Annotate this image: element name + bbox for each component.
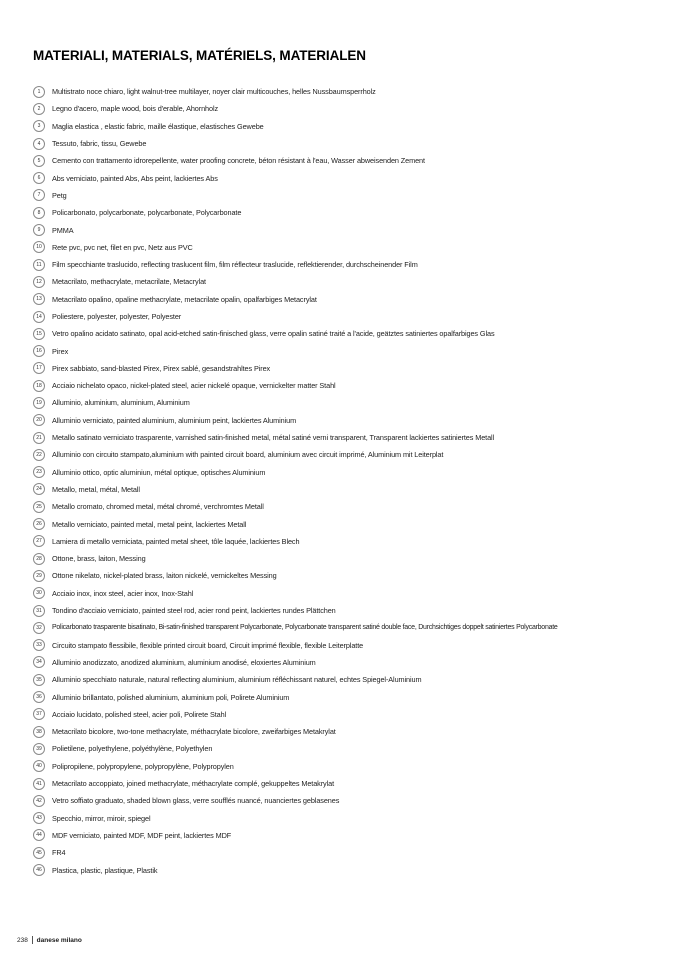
material-number-badge: 35 xyxy=(33,674,45,686)
material-number-badge: 15 xyxy=(33,328,45,340)
material-item xyxy=(33,308,558,325)
material-number-badge: 24 xyxy=(33,483,45,495)
material-description: Alluminio anodizzato, anodized aluminium, aluminium anodisé, eloxiertes Aluminium xyxy=(52,657,316,667)
material-item xyxy=(33,394,558,411)
material-description: Metacrilato bicolore, two-tone methacrylate, méthacrylate bicolore, zweifarbiges Metakrylat xyxy=(52,727,336,737)
material-description: Acciaio lucidato, polished steel, acier poli, Polirete Stahl xyxy=(52,709,227,719)
material-description: Metallo satinato verniciato trasparente, varnished satin-finished metal, métal satiné verni transparent, Transparent lackiertes satiniertes Metall xyxy=(52,433,495,443)
page-title: MATERIALI, MATERIALS, MATÉRIELS, MATERIALEN xyxy=(33,48,366,63)
material-item xyxy=(33,446,558,463)
material-item xyxy=(33,550,558,567)
material-description: Alluminio con circuito stampato,aluminium with painted circuit board, aluminium avec circuit imprimé, Aluminium mit Leiterplat xyxy=(52,450,444,460)
material-number-badge: 31 xyxy=(33,605,45,617)
page-footer xyxy=(17,936,82,944)
material-item xyxy=(33,273,558,290)
material-item xyxy=(33,861,558,878)
page-number: 238 xyxy=(17,936,28,944)
material-item xyxy=(33,688,558,705)
material-item xyxy=(33,809,558,826)
material-description: Metallo, metal, métal, Metall xyxy=(52,484,140,494)
material-number-badge: 23 xyxy=(33,466,45,478)
material-number-badge: 17 xyxy=(33,362,45,374)
material-item xyxy=(33,464,558,481)
material-description: Alluminio specchiato naturale, natural reflecting aluminium, aluminium réfléchissant naturel, echtes Spiegel-Aluminium xyxy=(52,675,422,685)
material-description: Maglia elastica , elastic fabric, maille élastique, elastisches Gewebe xyxy=(52,121,264,131)
material-number-badge: 19 xyxy=(33,397,45,409)
material-description: Ottone nikelato, nickel-plated brass, laiton nickelé, vernickeltes Messing xyxy=(52,571,277,581)
material-description: FR4 xyxy=(52,848,66,858)
material-description: Circuito stampato flessibile, flexible printed circuit board, Circuit imprimé flexible, flexible Leiterplatte xyxy=(52,640,364,650)
material-item xyxy=(33,671,558,688)
material-number-badge: 12 xyxy=(33,276,45,288)
material-item xyxy=(33,256,558,273)
material-number-badge: 11 xyxy=(33,259,45,271)
material-description: Vetro soffiato graduato, shaded blown glass, verre soufflés nuancé, nuanciertes geblasenes xyxy=(52,796,340,806)
material-number-badge: 38 xyxy=(33,726,45,738)
material-description: Alluminio brillantato, polished aluminium, aluminium poli, Polirete Aluminium xyxy=(52,692,290,702)
material-number-badge: 5 xyxy=(33,155,45,167)
material-number-badge: 8 xyxy=(33,207,45,219)
material-item xyxy=(33,758,558,775)
material-item xyxy=(33,152,558,169)
material-description: Rete pvc, pvc net, filet en pvc, Netz aus PVC xyxy=(52,242,193,252)
material-description: MDF verniciato, painted MDF, MDF peint, lackiertes MDF xyxy=(52,830,232,840)
material-description: Pirex sabbiato, sand-blasted Pirex, Pirex sablé, gesandstrahltes Pirex xyxy=(52,363,271,373)
material-number-badge: 45 xyxy=(33,847,45,859)
material-number-badge: 20 xyxy=(33,414,45,426)
material-description: Petg xyxy=(52,190,67,200)
material-number-badge: 16 xyxy=(33,345,45,357)
material-description: Polipropilene, polypropylene, polypropylène, Polypropylen xyxy=(52,761,234,771)
material-item xyxy=(33,844,558,861)
material-item xyxy=(33,342,558,359)
material-item xyxy=(33,221,558,238)
material-number-badge: 29 xyxy=(33,570,45,582)
material-number-badge: 3 xyxy=(33,120,45,132)
material-item xyxy=(33,135,558,152)
material-number-badge: 37 xyxy=(33,708,45,720)
material-number-badge: 14 xyxy=(33,311,45,323)
material-description: Ottone, brass, laiton, Messing xyxy=(52,554,146,564)
material-description: Specchio, mirror, miroir, spiegel xyxy=(52,813,151,823)
material-item xyxy=(33,585,558,602)
material-number-badge: 26 xyxy=(33,518,45,530)
material-description: Legno d'acero, maple wood, bois d'erable, Ahornholz xyxy=(52,104,219,114)
material-number-badge: 46 xyxy=(33,864,45,876)
material-item xyxy=(33,619,558,636)
material-number-badge: 10 xyxy=(33,241,45,253)
material-item xyxy=(33,429,558,446)
material-description: Metallo cromato, chromed metal, métal chromé, verchromtes Metall xyxy=(52,502,264,512)
material-number-badge: 6 xyxy=(33,172,45,184)
material-description: Acciaio inox, inox steel, acier inox, Inox-Stahl xyxy=(52,588,194,598)
material-number-badge: 33 xyxy=(33,639,45,651)
material-item xyxy=(33,377,558,394)
material-number-badge: 43 xyxy=(33,812,45,824)
material-number-badge: 34 xyxy=(33,656,45,668)
material-description: Film specchiante traslucido, reflecting traslucent film, film réflecteur traslucide, reflektierender, durchscheinender Film xyxy=(52,260,418,270)
material-item xyxy=(33,239,558,256)
material-item xyxy=(33,204,558,221)
material-number-badge: 9 xyxy=(33,224,45,236)
material-description: Tondino d'acciaio verniciato, painted steel rod, acier rond peint, lackiertes rundes Plättchen xyxy=(52,606,336,616)
material-item xyxy=(33,412,558,429)
brand-name: danese milano xyxy=(36,936,82,944)
material-item xyxy=(33,792,558,809)
material-item xyxy=(33,827,558,844)
material-description: Metacrilato, methacrylate, metacrilate, Metacrylat xyxy=(52,277,206,287)
material-description: Vetro opalino acidato satinato, opal acid-etched satin-finisched glass, verre opalin satiné traité a l'acide, geätztes satiniertes opalfarbiges Glas xyxy=(52,329,495,339)
material-item xyxy=(33,83,558,100)
material-description: Abs verniciato, painted Abs, Abs peint, lackiertes Abs xyxy=(52,173,218,183)
material-description: Multistrato noce chiaro, light walnut-tree multilayer, noyer clair multicouches, helles Nussbaumsperrholz xyxy=(52,87,376,97)
material-number-badge: 39 xyxy=(33,743,45,755)
material-number-badge: 13 xyxy=(33,293,45,305)
material-description: Acciaio nichelato opaco, nickel-plated steel, acier nickelé opaque, vernickelter matter Stahl xyxy=(52,381,336,391)
material-number-badge: 25 xyxy=(33,501,45,513)
material-number-badge: 32 xyxy=(33,622,45,634)
material-number-badge: 42 xyxy=(33,795,45,807)
material-item xyxy=(33,654,558,671)
material-item xyxy=(33,567,558,584)
material-number-badge: 1 xyxy=(33,86,45,98)
material-description: PMMA xyxy=(52,225,74,235)
material-item xyxy=(33,533,558,550)
material-description: Plastica, plastic, plastique, Plastik xyxy=(52,865,158,875)
material-item xyxy=(33,360,558,377)
material-item xyxy=(33,118,558,135)
material-item xyxy=(33,602,558,619)
material-number-badge: 41 xyxy=(33,778,45,790)
material-item xyxy=(33,481,558,498)
material-number-badge: 40 xyxy=(33,760,45,772)
material-item xyxy=(33,325,558,342)
material-item xyxy=(33,100,558,117)
material-item xyxy=(33,775,558,792)
material-item xyxy=(33,723,558,740)
material-item xyxy=(33,706,558,723)
material-number-badge: 27 xyxy=(33,535,45,547)
material-item xyxy=(33,169,558,186)
material-number-badge: 44 xyxy=(33,829,45,841)
material-description: Tessuto, fabric, tissu, Gewebe xyxy=(52,139,147,149)
material-description: Metacrilato accoppiato, joined methacrylate, méthacrylate complé, gekuppeltes Metakrylat xyxy=(52,779,335,789)
material-description: Poliestere, polyester, polyester, Polyester xyxy=(52,312,182,321)
material-number-badge: 7 xyxy=(33,189,45,201)
material-item xyxy=(33,498,558,515)
material-number-badge: 21 xyxy=(33,432,45,444)
material-item xyxy=(33,740,558,757)
material-description: Alluminio, aluminium, aluminium, Aluminium xyxy=(52,398,190,408)
material-description: Lamiera di metallo verniciata, painted metal sheet, tôle laquée, lackiertes Blech xyxy=(52,536,300,546)
material-number-badge: 2 xyxy=(33,103,45,115)
material-number-badge: 28 xyxy=(33,553,45,565)
material-number-badge: 22 xyxy=(33,449,45,461)
material-number-badge: 36 xyxy=(33,691,45,703)
material-description: Metallo verniciato, painted metal, metal peint, lackiertes Metall xyxy=(52,519,247,529)
material-item xyxy=(33,291,558,308)
materials-list xyxy=(33,83,558,879)
footer-divider xyxy=(32,936,33,944)
material-item xyxy=(33,515,558,532)
material-description: Policarbonato trasparente bisatinato, Bi-satin-finished transparent Polycarbonate, Polycarbonate transparent satiné double face, Durchsichtiges doppelt satiniertes Polycarbonate xyxy=(52,624,558,632)
material-number-badge: 18 xyxy=(33,380,45,392)
material-description: Pirex xyxy=(52,346,69,356)
material-description: Policarbonato, polycarbonate, polycarbonate, Polycarbonate xyxy=(52,208,242,218)
material-number-badge: 30 xyxy=(33,587,45,599)
material-description: Polietilene, polyethylene, polyéthylène, Polyethylen xyxy=(52,744,213,754)
material-item xyxy=(33,637,558,654)
material-description: Alluminio verniciato, painted aluminium, aluminium peint, lackiertes Aluminium xyxy=(52,415,297,425)
material-description: Alluminio ottico, optic aluminiun, métal optique, optisches Aluminium xyxy=(52,467,266,477)
material-item xyxy=(33,187,558,204)
material-description: Cemento con trattamento idrorepellente, water proofing concrete, béton résistant à l'eau, Wasser abweisenden Zement xyxy=(52,156,425,166)
material-description: Metacrilato opalino, opaline methacrylate, metacrilate opalin, opalfarbiges Metacrylat xyxy=(52,294,317,304)
material-number-badge: 4 xyxy=(33,138,45,150)
